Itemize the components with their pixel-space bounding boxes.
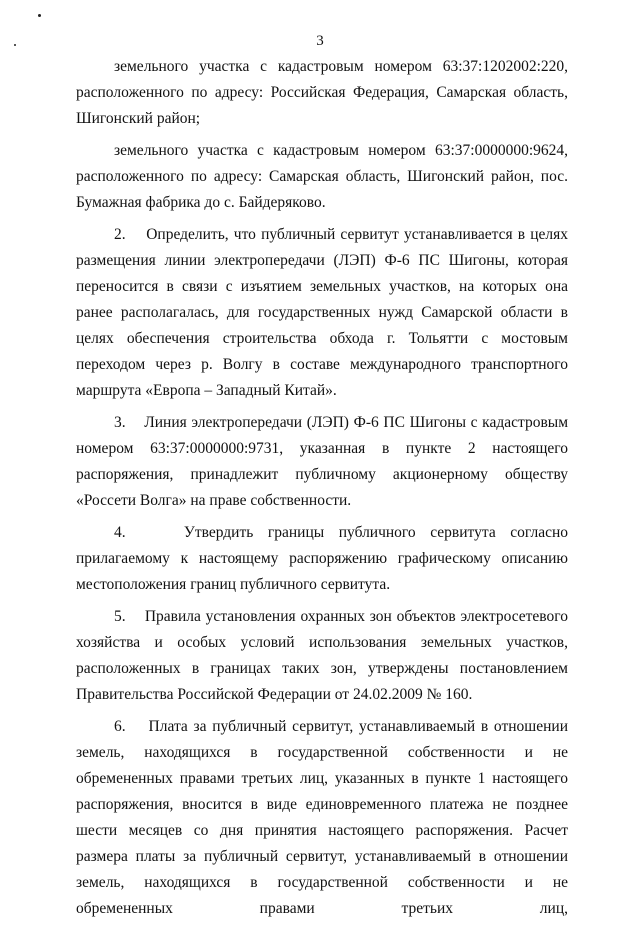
paragraph-item-4: 4. Утвердить границы публичного сервитута согласно прилагаемому к настоящему распоряжению графическому описанию местоположения границ публичного сервитута. [76,524,568,593]
document-body [76,54,568,928]
paragraph-item-2: 2. Определить, что публичный сервитут устанавливается в целях размещения линии электропередачи (ЛЭП) Ф-6 ПС Шигоны, которая переносится в связи с изъятием земельных участков, на которых она ранее располагалась, для государственных нужд Самарской области в целях обеспечения строительства обхода г. Тольятти с мостовым переходом через р. Волгу в составе международного транспортного маршрута «Европа – Западный Китай». [76,226,568,399]
scan-speck [38,14,41,17]
page-number: 3 [316,33,324,49]
paragraph-item-5: 5. Правила установления охранных зон объектов электросетевого хозяйства и особых условий использования земельных участков, расположенных в границах таких зон, утверждены постановлением Правительства Российской Федерации от 24.02.2009 № 160. [76,608,568,703]
paragraph-item-6: 6. Плата за публичный сервитут, устанавливаемый в отношении земель, находящихся в государственной собственности и не обремененных правами третьих лиц, указанных в пункте 1 настоящего распоряжения, вносится в виде единовременного платежа не позднее шести месяцев со дня принятия настоящего распоряжения. Расчет размера платы за публичный сервитут, устанавливаемый в отношении земель, находящихся в государственной собственности и не обремененных правами третьих лиц, [76,718,568,917]
paragraph-land-plot-220: земельного участка с кадастровым номером 63:37:1202002:220, расположенного по адресу: Российская Федерация, Самарская область, Шигонский район; [76,58,568,127]
paragraph-land-plot-9624: земельного участка с кадастровым номером 63:37:0000000:9624, расположенного по адресу: Самарская область, Шигонский район, пос. Бумажная фабрика до с. Байдеряково. [76,142,568,211]
paragraph-item-3: 3. Линия электропередачи (ЛЭП) Ф-6 ПС Шигоны с кадастровым номером 63:37:0000000:9731, указанная в пункте 2 настоящего распоряжения, принадлежит публичному акционерному обществу «Россети Волга» на праве собственности. [76,414,568,509]
